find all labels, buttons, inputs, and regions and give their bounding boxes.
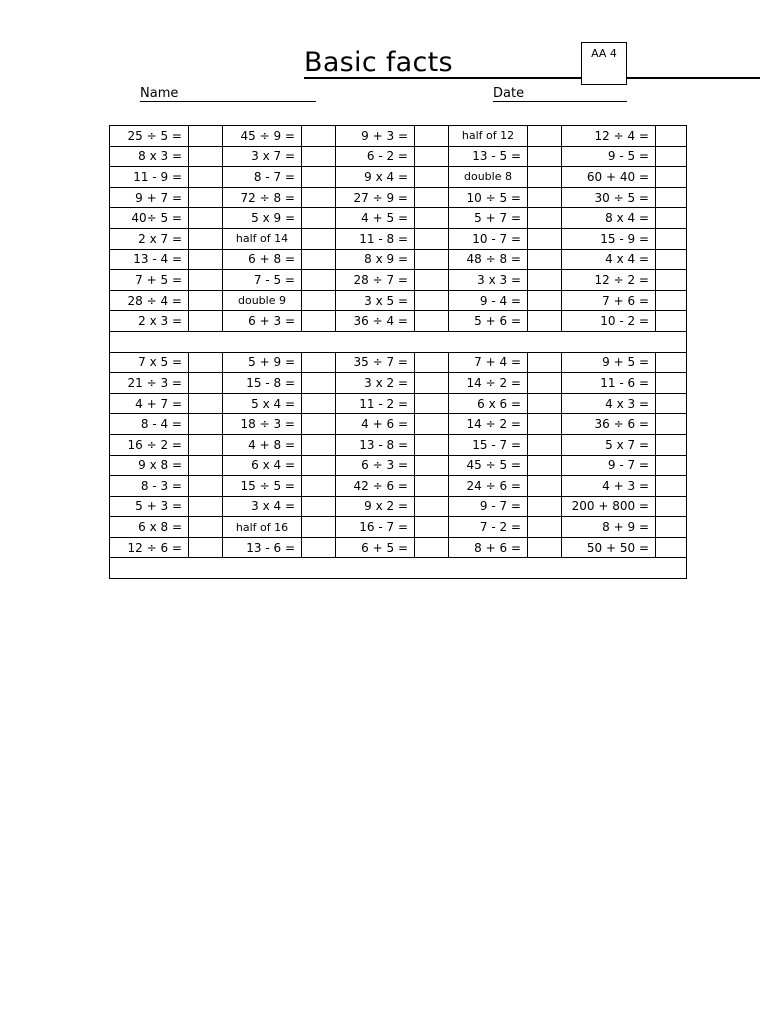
question-cell: 9 + 3 = xyxy=(336,126,415,147)
question-cell: 13 - 8 = xyxy=(336,434,415,455)
answer-cell[interactable] xyxy=(415,455,449,476)
facts-row xyxy=(110,146,687,167)
question-cell: 36 ÷ 6 = xyxy=(562,414,656,435)
answer-cell[interactable] xyxy=(415,228,449,249)
answer-cell[interactable] xyxy=(656,187,687,208)
answer-cell[interactable] xyxy=(528,228,562,249)
question-cell: 6 x 4 = xyxy=(223,455,302,476)
answer-cell[interactable] xyxy=(656,352,687,373)
question-cell: 6 x 8 = xyxy=(110,517,189,538)
question-cell: 40÷ 5 = xyxy=(110,208,189,229)
question-cell: 50 + 50 = xyxy=(562,537,656,558)
question-cell: double 8 xyxy=(449,167,528,188)
answer-cell[interactable] xyxy=(415,208,449,229)
question-cell: 11 - 2 = xyxy=(336,393,415,414)
facts-row xyxy=(110,476,687,497)
question-cell: 7 + 4 = xyxy=(449,352,528,373)
answer-cell[interactable] xyxy=(528,311,562,332)
question-cell: 8 - 7 = xyxy=(223,167,302,188)
question-cell: 10 - 2 = xyxy=(562,311,656,332)
answer-cell[interactable] xyxy=(302,208,336,229)
facts-row xyxy=(110,249,687,270)
answer-cell[interactable] xyxy=(415,496,449,517)
answer-cell[interactable] xyxy=(415,414,449,435)
question-cell: 13 - 4 = xyxy=(110,249,189,270)
facts-row xyxy=(110,434,687,455)
facts-row xyxy=(110,517,687,538)
answer-cell[interactable] xyxy=(415,373,449,394)
answer-cell[interactable] xyxy=(528,537,562,558)
answer-cell[interactable] xyxy=(302,537,336,558)
question-cell: 60 + 40 = xyxy=(562,167,656,188)
question-cell: 8 + 6 = xyxy=(449,537,528,558)
answer-cell[interactable] xyxy=(656,455,687,476)
question-cell: 2 x 7 = xyxy=(110,228,189,249)
answer-cell[interactable] xyxy=(528,434,562,455)
question-cell: half of 12 xyxy=(449,126,528,147)
answer-cell[interactable] xyxy=(528,249,562,270)
facts-row xyxy=(110,352,687,373)
name-line xyxy=(140,101,316,102)
question-cell: 8 x 4 = xyxy=(562,208,656,229)
title-underline xyxy=(304,77,760,79)
question-cell: 7 x 5 = xyxy=(110,352,189,373)
answer-cell[interactable] xyxy=(302,270,336,291)
answer-cell[interactable] xyxy=(528,373,562,394)
answer-cell[interactable] xyxy=(189,517,223,538)
facts-row xyxy=(110,167,687,188)
answer-cell[interactable] xyxy=(302,311,336,332)
answer-cell[interactable] xyxy=(302,496,336,517)
facts-row xyxy=(110,208,687,229)
question-cell: 10 - 7 = xyxy=(449,228,528,249)
question-cell: 5 x 7 = xyxy=(562,434,656,455)
question-cell: 11 - 6 = xyxy=(562,373,656,394)
answer-cell[interactable] xyxy=(189,373,223,394)
question-cell: half of 14 xyxy=(223,228,302,249)
question-cell: 5 x 9 = xyxy=(223,208,302,229)
facts-row xyxy=(110,290,687,311)
question-cell: 9 + 5 = xyxy=(562,352,656,373)
answer-cell[interactable] xyxy=(528,496,562,517)
question-cell: 9 x 8 = xyxy=(110,455,189,476)
answer-cell[interactable] xyxy=(656,290,687,311)
answer-cell[interactable] xyxy=(189,434,223,455)
question-cell: 4 x 4 = xyxy=(562,249,656,270)
section-spacer xyxy=(110,331,687,352)
answer-cell[interactable] xyxy=(415,249,449,270)
question-cell: 11 - 9 = xyxy=(110,167,189,188)
question-cell: 8 - 4 = xyxy=(110,414,189,435)
question-cell: 9 - 4 = xyxy=(449,290,528,311)
answer-cell[interactable] xyxy=(415,352,449,373)
answer-cell[interactable] xyxy=(302,290,336,311)
question-cell: 13 - 6 = xyxy=(223,537,302,558)
facts-row xyxy=(110,187,687,208)
answer-cell[interactable] xyxy=(415,537,449,558)
section-spacer xyxy=(110,558,687,579)
question-cell: 28 ÷ 4 = xyxy=(110,290,189,311)
answer-cell[interactable] xyxy=(302,476,336,497)
question-cell: 5 + 7 = xyxy=(449,208,528,229)
answer-cell[interactable] xyxy=(189,187,223,208)
answer-cell[interactable] xyxy=(415,187,449,208)
question-cell: 27 ÷ 9 = xyxy=(336,187,415,208)
answer-cell[interactable] xyxy=(528,126,562,147)
answer-cell[interactable] xyxy=(189,455,223,476)
question-cell: 3 x 2 = xyxy=(336,373,415,394)
answer-cell[interactable] xyxy=(528,455,562,476)
answer-cell[interactable] xyxy=(415,476,449,497)
question-cell: 5 + 3 = xyxy=(110,496,189,517)
answer-cell[interactable] xyxy=(302,393,336,414)
date-line xyxy=(493,101,627,102)
question-cell: 11 - 8 = xyxy=(336,228,415,249)
question-cell: 12 ÷ 6 = xyxy=(110,537,189,558)
question-cell: 5 + 6 = xyxy=(449,311,528,332)
answer-cell[interactable] xyxy=(415,126,449,147)
question-cell: 6 - 2 = xyxy=(336,146,415,167)
answer-cell[interactable] xyxy=(302,517,336,538)
question-cell: half of 16 xyxy=(223,517,302,538)
answer-cell[interactable] xyxy=(528,414,562,435)
answer-cell[interactable] xyxy=(302,434,336,455)
answer-cell[interactable] xyxy=(189,311,223,332)
answer-cell[interactable] xyxy=(528,290,562,311)
answer-cell[interactable] xyxy=(302,455,336,476)
question-cell: 15 ÷ 5 = xyxy=(223,476,302,497)
question-cell: 13 - 5 = xyxy=(449,146,528,167)
question-cell: 4 + 8 = xyxy=(223,434,302,455)
answer-cell[interactable] xyxy=(528,270,562,291)
question-cell: 9 - 7 = xyxy=(449,496,528,517)
question-cell: 7 + 5 = xyxy=(110,270,189,291)
answer-cell[interactable] xyxy=(302,167,336,188)
question-cell: 4 + 7 = xyxy=(110,393,189,414)
question-cell: 16 ÷ 2 = xyxy=(110,434,189,455)
question-cell: 12 ÷ 2 = xyxy=(562,270,656,291)
answer-cell[interactable] xyxy=(656,434,687,455)
question-cell: 9 - 5 = xyxy=(562,146,656,167)
answer-cell[interactable] xyxy=(302,249,336,270)
question-cell: 25 ÷ 5 = xyxy=(110,126,189,147)
answer-cell[interactable] xyxy=(189,476,223,497)
level-box: AA 4 xyxy=(581,42,627,85)
question-cell: 3 x 7 = xyxy=(223,146,302,167)
facts-row xyxy=(110,228,687,249)
answer-cell[interactable] xyxy=(656,228,687,249)
question-cell: 15 - 8 = xyxy=(223,373,302,394)
question-cell: 8 + 9 = xyxy=(562,517,656,538)
question-cell: 9 + 7 = xyxy=(110,187,189,208)
answer-cell[interactable] xyxy=(528,167,562,188)
facts-row xyxy=(110,393,687,414)
question-cell: 6 + 3 = xyxy=(223,311,302,332)
answer-cell[interactable] xyxy=(189,352,223,373)
question-cell: 5 x 4 = xyxy=(223,393,302,414)
question-cell: 4 + 6 = xyxy=(336,414,415,435)
answer-cell[interactable] xyxy=(656,146,687,167)
answer-cell[interactable] xyxy=(656,414,687,435)
answer-cell[interactable] xyxy=(656,311,687,332)
answer-cell[interactable] xyxy=(189,414,223,435)
facts-row xyxy=(110,311,687,332)
answer-cell[interactable] xyxy=(189,146,223,167)
question-cell: 6 + 5 = xyxy=(336,537,415,558)
question-cell: 10 ÷ 5 = xyxy=(449,187,528,208)
answer-cell[interactable] xyxy=(189,537,223,558)
answer-cell[interactable] xyxy=(189,270,223,291)
question-cell: 9 x 4 = xyxy=(336,167,415,188)
question-cell: 9 - 7 = xyxy=(562,455,656,476)
answer-cell[interactable] xyxy=(528,146,562,167)
section-spacer-row xyxy=(110,558,687,579)
answer-cell[interactable] xyxy=(189,249,223,270)
question-cell: 9 x 2 = xyxy=(336,496,415,517)
question-cell: 8 x 9 = xyxy=(336,249,415,270)
answer-cell[interactable] xyxy=(528,476,562,497)
question-cell: 4 + 3 = xyxy=(562,476,656,497)
answer-cell[interactable] xyxy=(656,249,687,270)
answer-cell[interactable] xyxy=(528,352,562,373)
question-cell: 4 x 3 = xyxy=(562,393,656,414)
question-cell: 36 ÷ 4 = xyxy=(336,311,415,332)
answer-cell[interactable] xyxy=(415,146,449,167)
question-cell: 15 - 7 = xyxy=(449,434,528,455)
question-cell: 42 ÷ 6 = xyxy=(336,476,415,497)
answer-cell[interactable] xyxy=(656,537,687,558)
answer-cell[interactable] xyxy=(302,352,336,373)
question-cell: 200 + 800 = xyxy=(562,496,656,517)
answer-cell[interactable] xyxy=(528,187,562,208)
answer-cell[interactable] xyxy=(415,270,449,291)
question-cell: 6 x 6 = xyxy=(449,393,528,414)
question-cell: 3 x 4 = xyxy=(223,496,302,517)
question-cell: 24 ÷ 6 = xyxy=(449,476,528,497)
answer-cell[interactable] xyxy=(415,393,449,414)
facts-row xyxy=(110,496,687,517)
question-cell: 15 - 9 = xyxy=(562,228,656,249)
answer-cell[interactable] xyxy=(189,290,223,311)
worksheet-title: Basic facts xyxy=(304,47,453,78)
question-cell: 14 ÷ 2 = xyxy=(449,373,528,394)
question-cell: 8 - 3 = xyxy=(110,476,189,497)
question-cell: 45 ÷ 5 = xyxy=(449,455,528,476)
answer-cell[interactable] xyxy=(656,126,687,147)
question-cell: 3 x 3 = xyxy=(449,270,528,291)
answer-cell[interactable] xyxy=(415,311,449,332)
question-cell: 21 ÷ 3 = xyxy=(110,373,189,394)
facts-row xyxy=(110,373,687,394)
answer-cell[interactable] xyxy=(656,393,687,414)
question-cell: double 9 xyxy=(223,290,302,311)
question-cell: 7 - 2 = xyxy=(449,517,528,538)
answer-cell[interactable] xyxy=(189,126,223,147)
answer-cell[interactable] xyxy=(415,167,449,188)
question-cell: 4 + 5 = xyxy=(336,208,415,229)
facts-table xyxy=(109,125,687,579)
answer-cell[interactable] xyxy=(528,517,562,538)
facts-row xyxy=(110,537,687,558)
answer-cell[interactable] xyxy=(656,270,687,291)
date-label: Date xyxy=(493,86,525,101)
question-cell: 48 ÷ 8 = xyxy=(449,249,528,270)
section-spacer-row xyxy=(110,331,687,352)
answer-cell[interactable] xyxy=(528,393,562,414)
answer-cell[interactable] xyxy=(656,167,687,188)
question-cell: 5 + 9 = xyxy=(223,352,302,373)
answer-cell[interactable] xyxy=(656,373,687,394)
answer-cell[interactable] xyxy=(189,228,223,249)
question-cell: 12 ÷ 4 = xyxy=(562,126,656,147)
answer-cell[interactable] xyxy=(189,208,223,229)
answer-cell[interactable] xyxy=(656,496,687,517)
answer-cell[interactable] xyxy=(302,146,336,167)
question-cell: 35 ÷ 7 = xyxy=(336,352,415,373)
answer-cell[interactable] xyxy=(189,167,223,188)
question-cell: 28 ÷ 7 = xyxy=(336,270,415,291)
question-cell: 8 x 3 = xyxy=(110,146,189,167)
question-cell: 7 - 5 = xyxy=(223,270,302,291)
question-cell: 16 - 7 = xyxy=(336,517,415,538)
question-cell: 2 x 3 = xyxy=(110,311,189,332)
question-cell: 72 ÷ 8 = xyxy=(223,187,302,208)
answer-cell[interactable] xyxy=(302,414,336,435)
answer-cell[interactable] xyxy=(415,517,449,538)
answer-cell[interactable] xyxy=(302,228,336,249)
question-cell: 6 + 8 = xyxy=(223,249,302,270)
answer-cell[interactable] xyxy=(302,373,336,394)
answer-cell[interactable] xyxy=(189,496,223,517)
answer-cell[interactable] xyxy=(302,126,336,147)
name-label: Name xyxy=(140,86,179,101)
answer-cell[interactable] xyxy=(656,476,687,497)
question-cell: 18 ÷ 3 = xyxy=(223,414,302,435)
answer-cell[interactable] xyxy=(302,187,336,208)
question-cell: 45 ÷ 9 = xyxy=(223,126,302,147)
question-cell: 6 ÷ 3 = xyxy=(336,455,415,476)
answer-cell[interactable] xyxy=(656,517,687,538)
facts-row xyxy=(110,126,687,147)
question-cell: 7 + 6 = xyxy=(562,290,656,311)
question-cell: 30 ÷ 5 = xyxy=(562,187,656,208)
answer-cell[interactable] xyxy=(415,290,449,311)
facts-row xyxy=(110,270,687,291)
facts-row xyxy=(110,414,687,435)
answer-cell[interactable] xyxy=(528,208,562,229)
question-cell: 3 x 5 = xyxy=(336,290,415,311)
answer-cell[interactable] xyxy=(189,393,223,414)
answer-cell[interactable] xyxy=(415,434,449,455)
facts-row xyxy=(110,455,687,476)
answer-cell[interactable] xyxy=(656,208,687,229)
question-cell: 14 ÷ 2 = xyxy=(449,414,528,435)
